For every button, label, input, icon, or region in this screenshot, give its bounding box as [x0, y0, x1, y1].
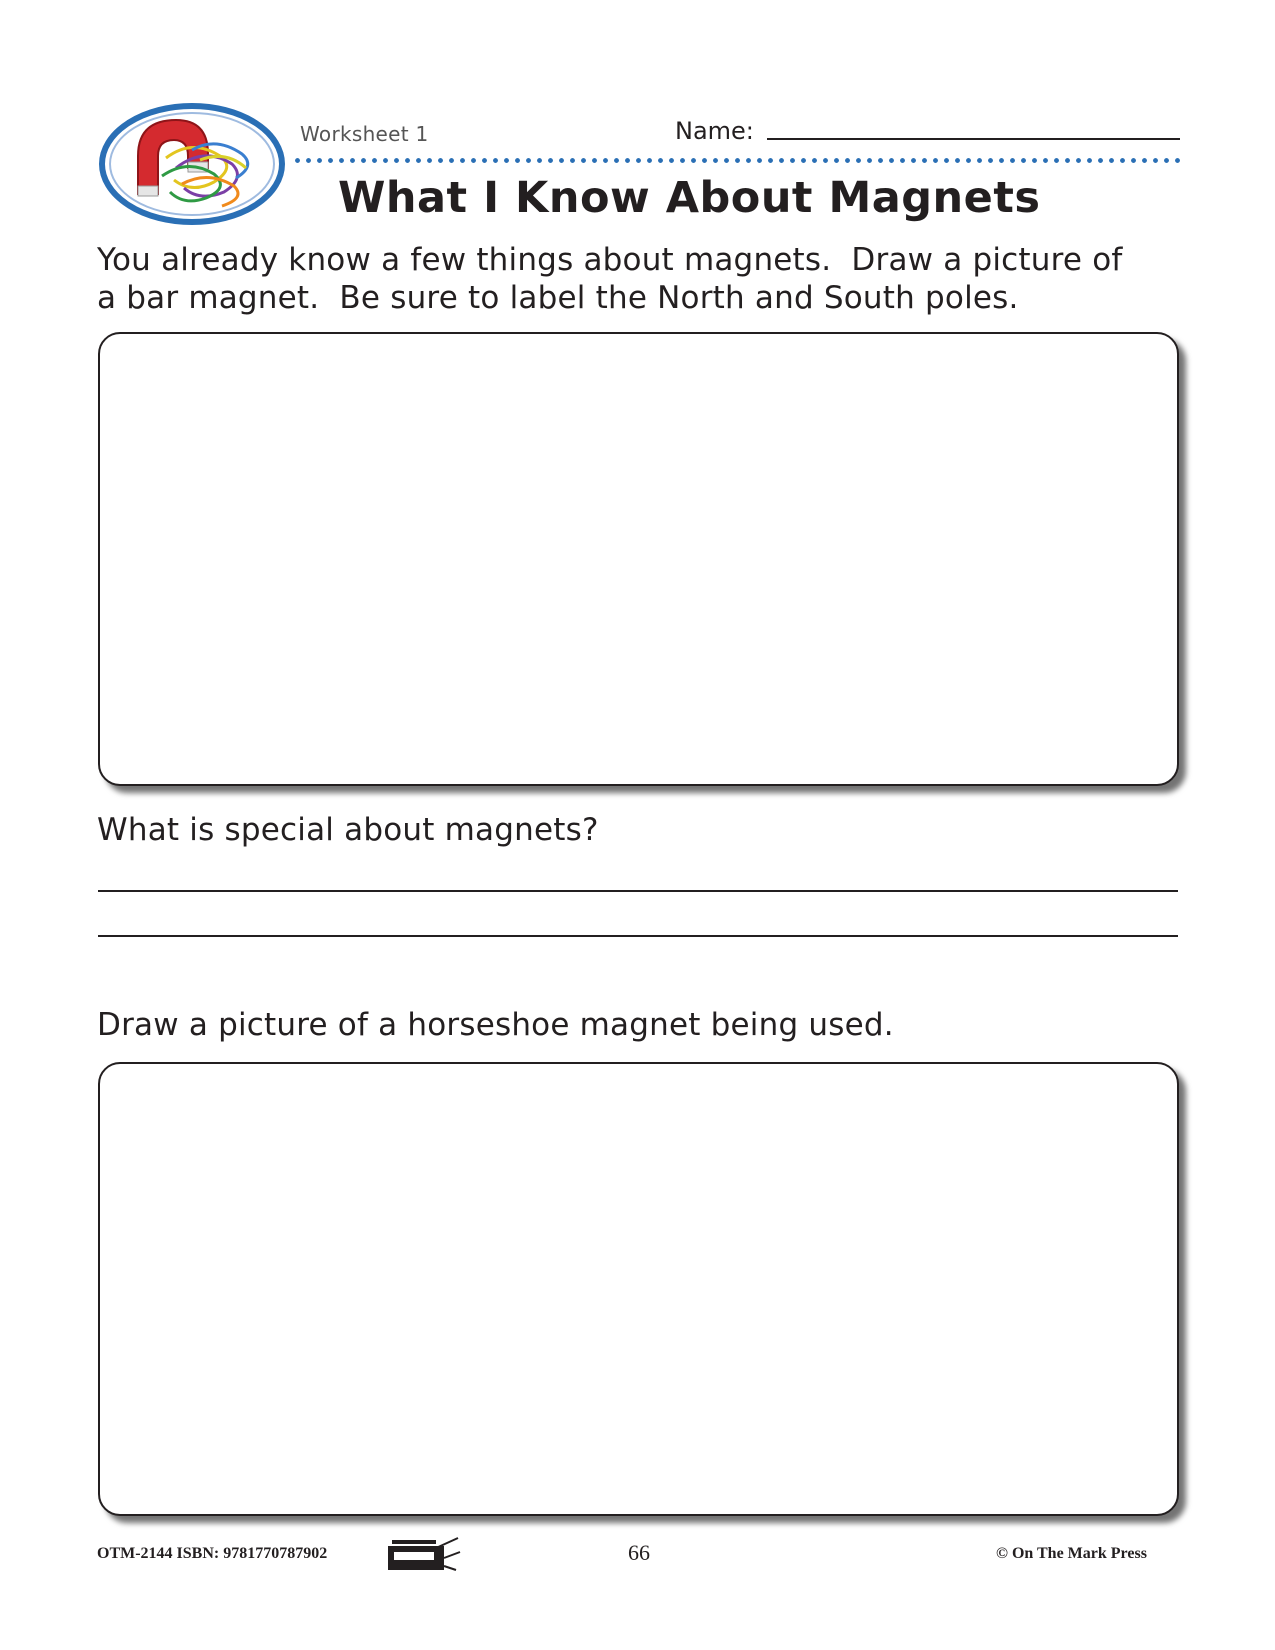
press-logo-icon	[386, 1536, 462, 1572]
horseshoe-magnet-drawing-box[interactable]	[98, 1062, 1179, 1516]
footer-isbn: OTM-2144 ISBN: 9781770787902	[97, 1545, 328, 1562]
horseshoe-prompt: Draw a picture of a horseshoe magnet being used.	[97, 1007, 894, 1043]
intro-prompt	[97, 241, 1187, 317]
intro-prompt-line-2: a bar magnet. Be sure to label the North and South poles.	[97, 280, 1019, 316]
name-field-line[interactable]	[767, 138, 1180, 140]
page-title: What I Know About Magnets	[338, 173, 1041, 223]
answer-line-1[interactable]	[98, 890, 1178, 892]
intro-prompt-line-1: You already know a few things about magnets. Draw a picture of	[97, 242, 1123, 278]
magnet-logo-icon	[96, 98, 292, 230]
answer-line-2[interactable]	[98, 935, 1178, 937]
name-label: Name:	[675, 117, 754, 145]
special-question: What is special about magnets?	[97, 812, 599, 848]
dotted-divider	[292, 158, 1182, 163]
footer-copyright: © On The Mark Press	[996, 1545, 1147, 1562]
worksheet-label: Worksheet 1	[300, 122, 429, 146]
page-number: 66	[628, 1540, 650, 1565]
bar-magnet-drawing-box[interactable]	[98, 332, 1179, 786]
